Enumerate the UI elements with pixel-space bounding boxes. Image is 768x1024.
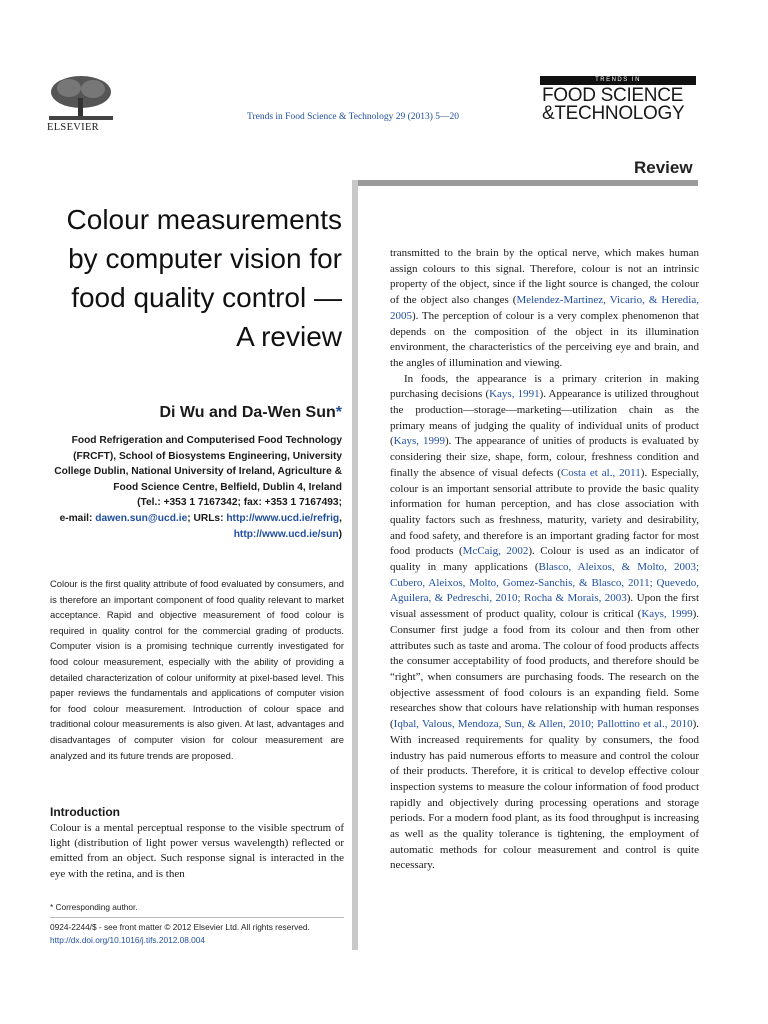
affiliation-text: Food Refrigeration and Computerised Food Technology (FRCFT), School of Biosystems Engineering, University College Dublin, National University of Ireland, Agriculture & Food Science Centre, Belfield, Dublin 4, Ireland	[54, 435, 342, 493]
copyright-line: 0924-2244/$ - see front matter © 2012 Elsevier Ltd. All rights reserved.	[50, 922, 310, 932]
contact-close: )	[338, 528, 342, 540]
citation-link[interactable]: Costa et al., 2011	[560, 466, 641, 479]
section-heading-introduction: Introduction	[50, 805, 120, 819]
body-text: ). With increased requirements for quality by consumers, the food industry has paid numerous efforts to measure and control the colour of their products. Therefore, it is critical to develop effective colour inspection systems to measure the colour information of food product rapidly and objectively during processing operations and storage periods. For a modern food plant, as its food throughput is increasing as well as the quality tolerance is tightening, the employment of automatic methods for colour measurement and control is quite necessary.	[390, 718, 699, 872]
url-link-sun[interactable]: http://www.ucd.ie/sun	[233, 528, 339, 540]
body-text: ). Upon the first visual assessment of product quality, colour is critical (	[390, 592, 699, 621]
url-separator: ,	[339, 512, 342, 524]
footnote-rule	[50, 917, 344, 918]
url-link-refrig[interactable]: http://www.ucd.ie/refrig	[226, 512, 340, 524]
body-text: ). Colour is used as an indicator of quality in many applications (	[390, 545, 699, 574]
author-names: Di Wu and Da-Wen Sun	[159, 404, 336, 421]
citation-link[interactable]: Kays, 1991	[489, 388, 540, 401]
brand-line-1: FOOD SCIENCE	[542, 85, 684, 106]
introduction-paragraph: Colour is a mental perceptual response to the visible spectrum of light (distribution of light power versus wavelength) reflected or emitted from an object. Such response signal is interacted in the eye with the retina, and is then	[50, 822, 344, 880]
urls-label: ; URLs:	[187, 512, 227, 524]
brand-top-text: TRENDS IN	[540, 76, 696, 85]
brand-line-2: &TECHNOLOGY	[542, 103, 685, 124]
citation-link[interactable]: Melendez-Martinez, Vicario, & Heredia, 2005	[390, 294, 699, 322]
citation-link[interactable]: McCaig, 2002	[462, 545, 529, 558]
copyright-block	[50, 921, 310, 947]
email-link[interactable]: dawen.sun@ucd.ie	[95, 512, 188, 524]
email-label: e-mail:	[59, 512, 96, 524]
abstract: Colour is the first quality attribute of food evaluated by consumers, and is therefore an important component of food quality relevant to market acceptance. Rapid and objective measurement of food colour is required in quality control for the commercial grading of products. Computer vision is a promising technique currently investigated for food colour measurement, especially with the ability of providing a detailed characterization of colour uniformity at pixel-based level. This paper reviews the fundamentals and applications of computer vision for food colour measurement. Introduction of colour space and traditional colour measurements is also given. At last, advantages and disadvantages of computer vision for colour measurement are analyzed and its future trends are proposed.	[50, 578, 344, 761]
body-text: ). Appearance is utilized throughout the production—storage—marketing—utilization chain as the primary means of judging the quality of individual units of product (	[390, 388, 699, 448]
body-paragraph-2	[390, 372, 699, 875]
citation-link[interactable]: Kays, 1999	[393, 435, 445, 448]
journal-brand-logo	[540, 76, 696, 128]
body-text: In foods, the appearance is a primary criterion in making purchasing decisions (	[390, 372, 699, 401]
body-text: ). The appearance of unities of products is evaluated by considering their size, shape, form, colour, freshness condition and finally the absence of visual defects (	[390, 435, 699, 479]
contact-phone: (Tel.: +353 1 7167342; fax: +353 1 7167493;	[137, 497, 342, 509]
body-text: ). Consumer first judge a food from its colour and then from other attributes such as taste and aroma. The colour of food products affects the consumer acceptability of food products, and therefore should be “right”, when consumers are purchasing foods. The research on the objective assessment of food colours is an expanding field. Some researches show that colours have relationship with human responses (	[390, 608, 699, 731]
citation-link[interactable]: Blasco, Aleixos, & Molto, 2003; Cubero, Aleixos, Molto, Gomez-Sanchis, & Blasco, 2011; Quevedo, Aguilera, & Pedreschi, 2010; Rocha & Morais, 2003	[390, 561, 699, 605]
authors	[60, 404, 342, 422]
body-text: ). The perception of colour is a very complex phenomenon that depends on the composition of the object in its illumination environment, the characteristics of the perceiving eye and brain, and the angles of illumination and viewing.	[390, 309, 699, 369]
divider-vertical	[352, 180, 358, 950]
doi-link[interactable]: http://dx.doi.org/10.1016/j.tifs.2012.08.004	[50, 935, 205, 945]
publisher-name: ELSEVIER	[47, 122, 99, 133]
citation-link[interactable]: Kays, 1999	[641, 608, 693, 621]
article-title: Colour measurements by computer vision for food quality control — A review	[66, 204, 342, 352]
divider-horizontal	[352, 180, 698, 186]
body-paragraph-1	[390, 246, 699, 372]
body-text: transmitted to the brain by the optical nerve, which makes human assign colours to this signal. Therefore, colour is not an intrinsic property of the object, since if the light source is changed, the colour of the object also changes (	[390, 247, 699, 307]
citation-link[interactable]: Iqbal, Valous, Mendoza, Sun, & Allen, 2010; Pallottino et al., 2010	[393, 718, 693, 731]
journal-citation[interactable]: Trends in Food Science & Technology 29 (2013) 5—20	[247, 112, 460, 122]
article-type: Review	[634, 158, 693, 177]
affiliation	[48, 433, 342, 542]
footnote: * Corresponding author.	[50, 902, 138, 912]
corresponding-author-mark[interactable]: *	[335, 404, 342, 421]
body-column-right	[390, 246, 699, 874]
body-text: ). Especially, colour is an important sensorial attribute to provide the basic quality information for human perception, and has close association with quality factors such as freshness, maturity, variety and desirability, and food safety, and therefore is an important grading factor for most food products (	[390, 466, 699, 558]
